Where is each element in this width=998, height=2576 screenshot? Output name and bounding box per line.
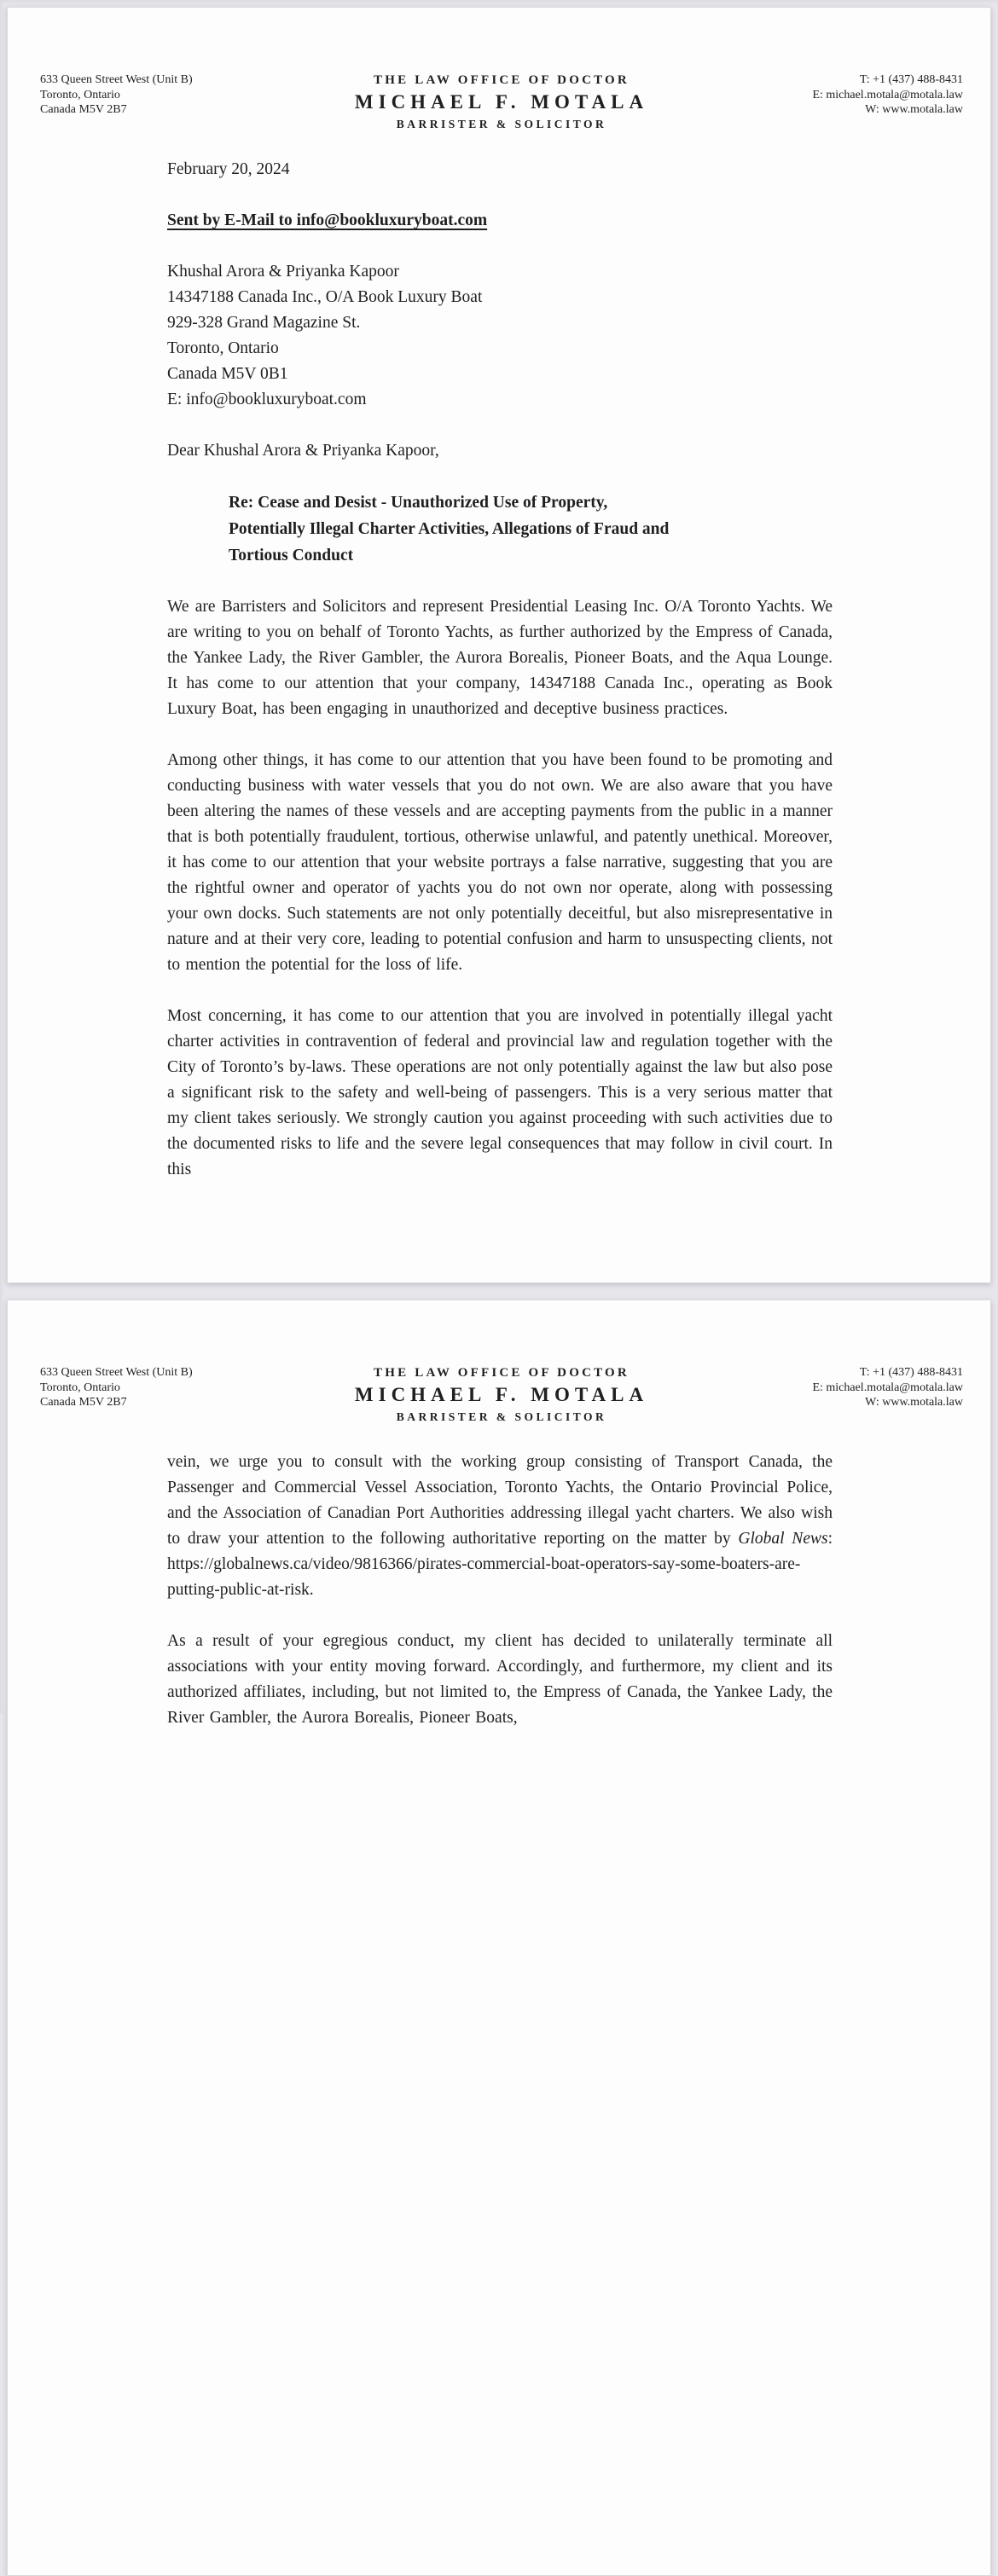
sender-address-line: Toronto, Ontario <box>40 1381 120 1394</box>
sender-address-line: Canada M5V 2B7 <box>40 1396 127 1409</box>
contact-line: T: +1 (437) 488-8431 <box>859 73 963 86</box>
contact-line: W: www.motala.law <box>865 103 963 116</box>
letter-body-page-2 <box>167 1450 833 1731</box>
recipient-address-line: 14347188 Canada Inc., O/A Book Luxury Boat <box>167 288 483 306</box>
recipient-address-line: 929-328 Grand Magazine St. <box>167 314 361 332</box>
paragraph-text: Most concerning, it has come to our attention that you are involved in potentially illegal yacht charter activities in contravention of federal and provincial law and regulation together with the City of Toronto’s by-laws. These operations are not only potentially against the law but also pose a significant risk to the safety and well-being of passengers. This is a very serious matter that my client takes seriously. We strongly caution you against proceeding with such activities due to the documented risks to life and the severe legal consequences that may follow in civil court. In this <box>167 1007 833 1178</box>
sender-address-line: 633 Queen Street West (Unit B) <box>40 1366 193 1379</box>
re-subject-line: Potentially Illegal Charter Activities, Allegations of Fraud and <box>229 520 670 538</box>
firm-contact-info <box>812 1365 963 1410</box>
letterhead <box>8 8 990 131</box>
contact-line: E: michael.motala@motala.law <box>812 88 963 101</box>
sender-address <box>40 1365 193 1410</box>
salutation: Dear Khushal Arora & Priyanka Kapoor, <box>167 442 439 460</box>
firm-title: THE LAW OFFICE OF DOCTOR <box>374 73 630 87</box>
sender-address-line: 633 Queen Street West (Unit B) <box>40 73 193 86</box>
paragraph-text: : https://globalnews.ca/video/9816366/pirates-commercial-boat-operators-say-some-boaters-are-putting-public-at-risk. <box>167 1530 833 1599</box>
recipient-address-line: E: info@bookluxuryboat.com <box>167 391 367 408</box>
delivery-method-line: Sent by E-Mail to info@bookluxuryboat.com <box>167 211 488 229</box>
publication-name: Global News <box>738 1530 828 1548</box>
firm-contact-info <box>812 72 963 118</box>
paragraph-text: vein, we urge you to consult with the working group consisting of Transport Canada, the Passenger and Commercial Vessel Association, Toronto Yachts, the Ontario Provincial Police, and the Association of Canadian Port Authorities addressing illegal yacht charters. We also wish to draw your attention to the following authoritative reporting on the matter by <box>167 1453 833 1548</box>
sender-address-line: Toronto, Ontario <box>40 88 120 101</box>
letterhead <box>8 1300 990 1424</box>
firm-name: MICHAEL F. MOTALA <box>354 91 649 113</box>
firm-name: MICHAEL F. MOTALA <box>354 1384 649 1405</box>
recipient-address-line: Toronto, Ontario <box>167 339 279 357</box>
contact-line: E: michael.motala@motala.law <box>812 1381 963 1394</box>
body-paragraph <box>167 748 833 978</box>
body-paragraph <box>167 1004 833 1183</box>
sender-address <box>40 72 193 118</box>
re-subject <box>229 489 833 569</box>
letter-page-1 <box>7 7 991 1283</box>
firm-title: THE LAW OFFICE OF DOCTOR <box>374 1366 630 1380</box>
contact-line: T: +1 (437) 488-8431 <box>859 1366 963 1379</box>
letter-page-2 <box>7 1300 991 2576</box>
body-paragraph <box>167 594 833 722</box>
firm-block <box>355 72 648 131</box>
firm-block <box>355 1365 648 1424</box>
recipient-address <box>167 259 833 413</box>
letter-date: February 20, 2024 <box>167 160 290 178</box>
body-paragraphs-page-2 <box>167 1450 833 1731</box>
firm-subtitle: BARRISTER & SOLICITOR <box>396 118 607 130</box>
re-subject-line: Tortious Conduct <box>229 547 354 564</box>
body-paragraphs-page-1 <box>167 594 833 1183</box>
paragraph-text: As a result of your egregious conduct, my client has decided to unilaterally terminate all associations with your entity moving forward. Accordingly, and furthermore, my client and its authorized affiliates, including, but not limited to, the Empress of Canada, the Yankee Lady, the River Gambler, the Aurora Borealis, Pioneer Boats, <box>167 1632 833 1727</box>
re-subject-line: Re: Cease and Desist - Unauthorized Use of Property, <box>229 494 608 512</box>
contact-line: W: www.motala.law <box>865 1396 963 1409</box>
recipient-address-line: Khushal Arora & Priyanka Kapoor <box>167 263 399 281</box>
paragraph-text: Among other things, it has come to our attention that you have been found to be promoting and conducting business with water vessels that you do not own. We are also aware that you have been altering the names of these vessels and are accepting payments from the public in a manner that is both potentially fraudulent, tortious, otherwise unlawful, and patently unethical. Moreover, it has come to our attention that your website portrays a false narrative, suggesting that you are the rightful owner and operator of yachts you do not own nor operate, along with possessing your own docks. Such statements are not only potentially deceitful, but also misrepresentative in nature and at their very core, leading to potential confusion and harm to unsuspecting clients, not to mention the potential for the loss of life. <box>167 751 833 974</box>
sender-address-line: Canada M5V 2B7 <box>40 103 127 116</box>
body-paragraph <box>167 1629 833 1731</box>
firm-subtitle: BARRISTER & SOLICITOR <box>396 1410 607 1423</box>
body-paragraph <box>167 1450 833 1603</box>
letter-body-page-1 <box>167 157 833 1183</box>
recipient-address-line: Canada M5V 0B1 <box>167 365 288 383</box>
paragraph-text: We are Barristers and Solicitors and represent Presidential Leasing Inc. O/A Toronto Yachts. We are writing to you on behalf of Toronto Yachts, as further authorized by the Empress of Canada, the Yankee Lady, the River Gambler, the Aurora Borealis, Pioneer Boats, and the Aqua Lounge. It has come to our attention that your company, 14347188 Canada Inc., operating as Book Luxury Boat, has been engaging in unauthorized and deceptive business practices. <box>167 598 833 718</box>
